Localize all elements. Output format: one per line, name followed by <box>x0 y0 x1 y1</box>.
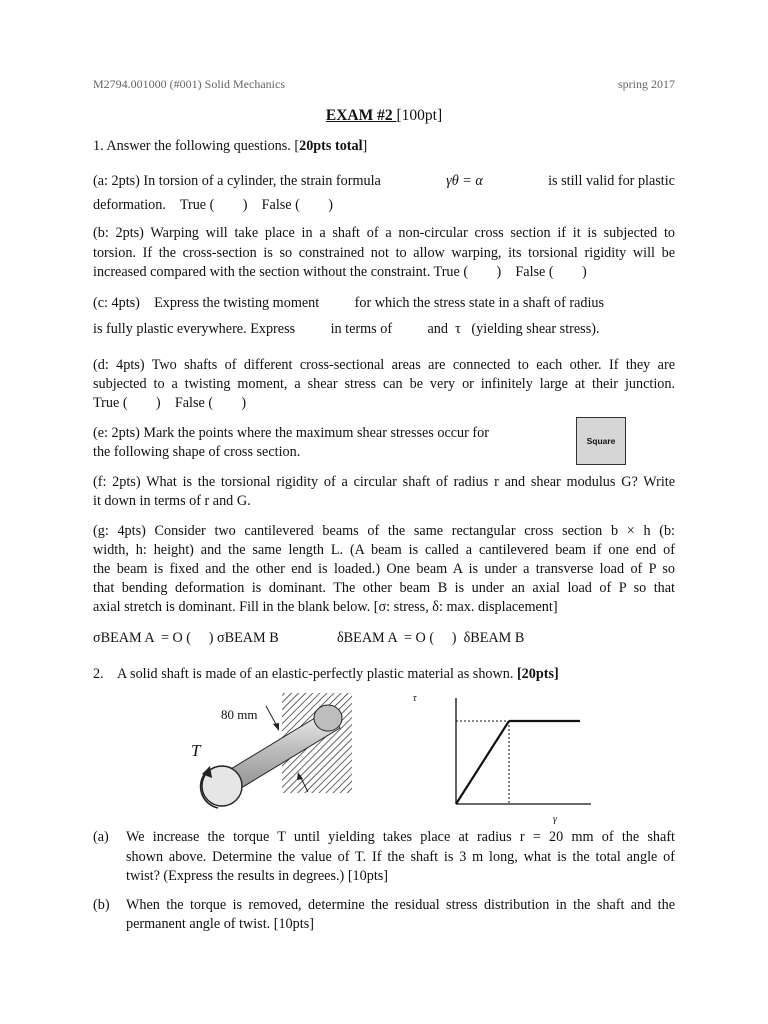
square-cross-section: Square <box>576 417 626 465</box>
q1a-formula: γθ = α <box>446 173 483 189</box>
q1g-line5: axial stretch is dominant. Fill in the blank below. [σ: stress, δ: max. displacement] <box>93 599 558 615</box>
q1g-line3: the beam is fixed and the other end is loaded.) One beam A is under a transverse load of P so <box>93 561 675 577</box>
q1g-sigma-relation: σBEAM A = O ( ) σBEAM B <box>93 630 279 646</box>
q1c-line1: (c: 4pts) Express the twisting moment for which the stress state in a shaft of radius <box>93 295 605 311</box>
gamma-axis-label: γ <box>553 814 557 824</box>
q1f-line1: (f: 2pts) What is the torsional rigidity of a circular shaft of radius r and shear modulus G? Write <box>93 474 675 490</box>
term-header: spring 2017 <box>618 77 675 91</box>
shaft-far-end <box>314 705 342 731</box>
q1e-line2: the following shape of cross section. <box>93 444 301 460</box>
q1d-line3: True ( ) False ( ) <box>93 395 247 411</box>
q1b-line2: torsion. If the cross-section is so constrained not to allow warping, its torsional rigidity will be <box>93 245 675 261</box>
q1e-line1: (e: 2pts) Mark the points where the maximum shear stresses occur for <box>93 425 489 441</box>
q1g-line2: width, h: height) and the same length L. (A beam is called a cantilevered beam if one end of <box>93 542 675 558</box>
q1-intro <box>93 137 675 157</box>
shaft-figure <box>190 688 400 828</box>
q1a-text-pre: (a: 2pts) In torsion of a cylinder, the strain formula <box>93 173 381 189</box>
exam-name: EXAM #2 <box>325 107 397 124</box>
q1a-line1 <box>93 172 675 192</box>
q1-intro-text: 1. Answer the following questions. [ <box>93 138 300 154</box>
q1a-text-post: is still valid for plastic <box>548 173 675 189</box>
dimension-arrowhead <box>273 723 279 731</box>
q1-intro-end: ] <box>362 138 368 154</box>
q1a-line2: deformation. True ( ) False ( ) <box>93 197 333 213</box>
exam-points: [100pt] <box>396 107 443 124</box>
q1-total-points: 20pts total <box>299 138 363 154</box>
q1d-line2: subjected to a twisting moment, a shear stress can be very or infinitely large at their junction. <box>93 376 675 392</box>
q2a-line3: twist? (Express the results in degrees.) [10pts] <box>126 868 389 884</box>
q2b-line2: permanent angle of twist. [10pts] <box>126 916 314 932</box>
elastic-line <box>456 721 509 804</box>
q2-intro-text: 2. A solid shaft is made of an elastic-perfectly plastic material as shown. <box>93 666 517 682</box>
q2a-label: (a) <box>93 829 109 845</box>
q1d-line1: (d: 4pts) Two shafts of different cross-sectional areas are connected to each other. If they are <box>93 357 675 373</box>
q2-intro <box>93 665 675 685</box>
q1b-line1: (b: 2pts) Warping will take place in a shaft of a non-circular cross section if it is subjected to <box>93 225 675 241</box>
q1g-line4: that bending deformation is dominant. The other beam B is under an axial load of P so that <box>93 580 675 596</box>
tau-axis-label: τ <box>413 693 417 704</box>
q2a-line2: shown above. Determine the value of T. If the shaft is 3 m long, what is the total angle of <box>126 849 675 865</box>
q1f-line2: it down in terms of r and G. <box>93 493 251 509</box>
torque-label: T <box>191 741 201 760</box>
q2b-line1: When the torque is removed, determine the residual stress distribution in the shaft and the <box>126 897 675 913</box>
q1b-line3: increased compared with the section without the constraint. True ( ) False ( ) <box>93 264 587 280</box>
course-header: M2794.001000 (#001) Solid Mechanics <box>93 77 285 91</box>
q2-total-points: [20pts] <box>516 666 559 682</box>
shaft-diameter-label: 80 mm <box>221 707 258 722</box>
exam-title <box>0 107 768 125</box>
q2a-line1: We increase the torque T until yielding takes place at radius r = 20 mm of the shaft <box>126 829 675 845</box>
stress-strain-figure <box>405 688 605 824</box>
q1c-line2: is fully plastic everywhere. Express in terms of and τ (yielding shear stress). <box>93 321 600 337</box>
q1g-delta-relation: δBEAM A = O ( ) δBEAM B <box>337 630 525 646</box>
q1g-line1: (g: 4pts) Consider two cantilevered beams of the same rectangular cross section b × h (b: <box>93 523 675 539</box>
q2b-label: (b) <box>93 897 110 913</box>
